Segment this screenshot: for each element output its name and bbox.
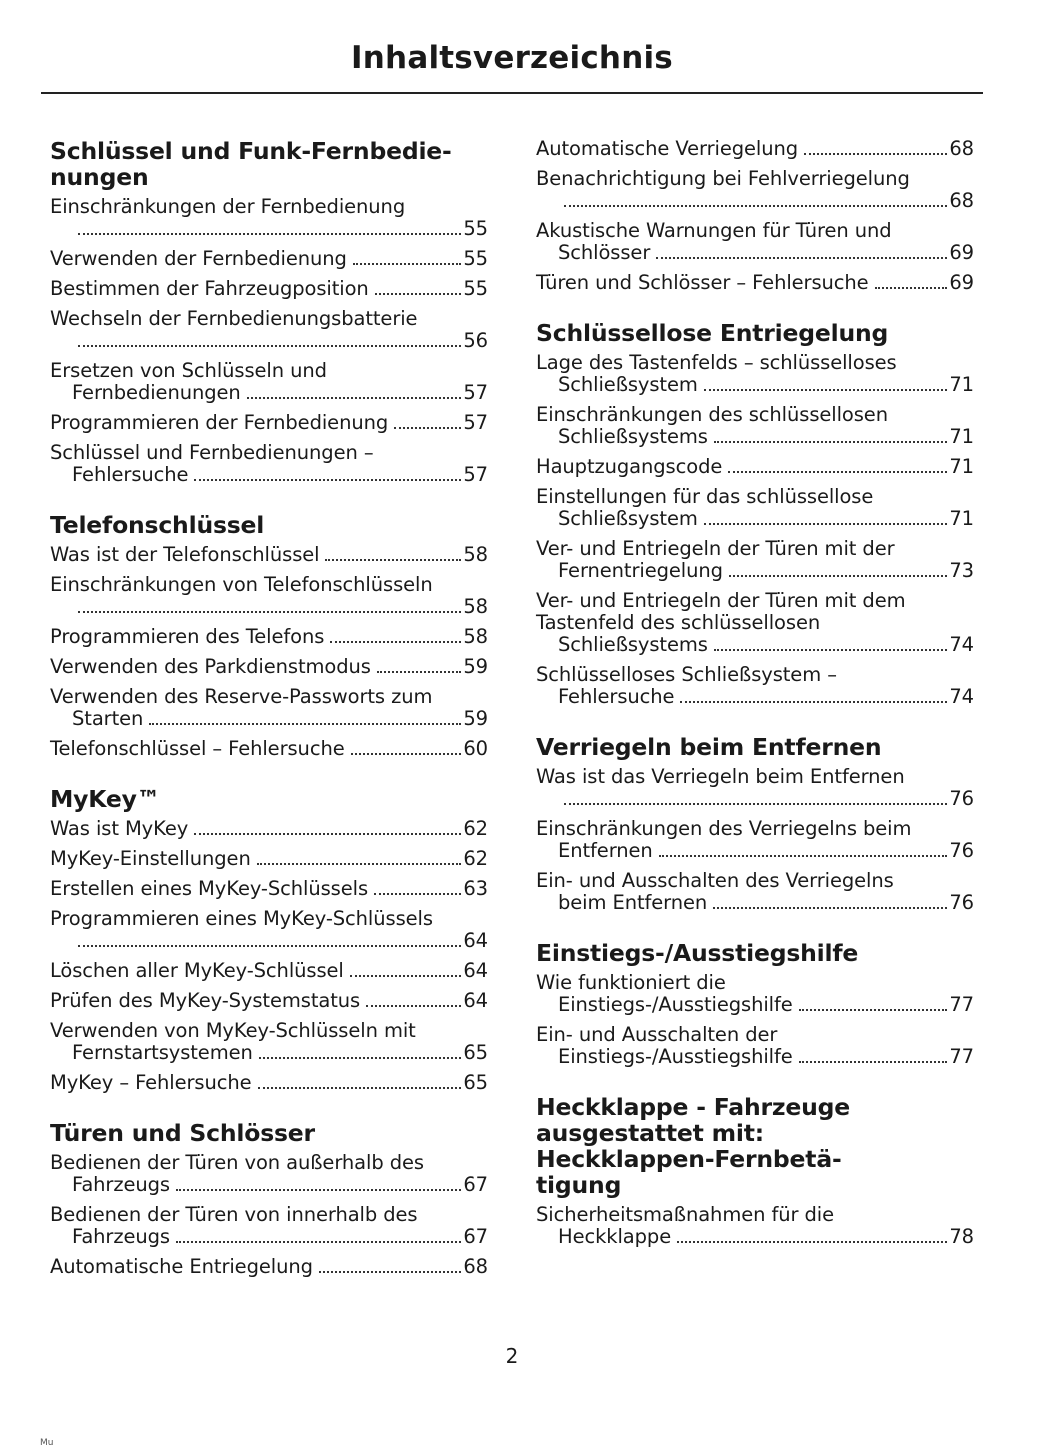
toc-entry-last-line xyxy=(50,248,488,270)
toc-entry[interactable] xyxy=(50,360,488,404)
toc-entry[interactable] xyxy=(50,878,488,900)
toc-section xyxy=(50,1120,488,1278)
toc-page-number: 59 xyxy=(463,707,488,730)
toc-entry-text-line: Ersetzen von Schlüsseln und xyxy=(50,359,327,382)
section-heading xyxy=(536,320,974,346)
toc-entry-text-line: Ein- und Ausschalten des Verriegelns xyxy=(536,869,894,892)
toc-page-number: 58 xyxy=(463,543,488,566)
toc-entry-text-line: Bedienen der Türen von außerhalb des xyxy=(50,1151,424,1174)
dot-leader xyxy=(257,863,462,865)
toc-entry[interactable] xyxy=(50,818,488,840)
toc-entry[interactable] xyxy=(50,248,488,270)
toc-page-number: 57 xyxy=(463,463,488,486)
section-heading-line: tigung xyxy=(536,1171,622,1199)
toc-entry-text-line: Fernbedienungen xyxy=(72,381,241,404)
toc-page-number: 74 xyxy=(949,633,974,656)
dot-leader xyxy=(194,479,461,481)
toc-page-number: 71 xyxy=(949,455,974,478)
toc-entry-text-line: Einschränkungen der Fernbedienung xyxy=(50,195,406,218)
toc-entry-last-line xyxy=(72,596,488,618)
toc-page-number: 67 xyxy=(463,1173,488,1196)
toc-entry-last-line xyxy=(50,990,488,1012)
toc-entry[interactable] xyxy=(50,1152,488,1196)
dot-leader xyxy=(564,205,947,207)
toc-entry-last-line xyxy=(72,330,488,352)
toc-entry[interactable] xyxy=(50,990,488,1012)
toc-entry[interactable] xyxy=(536,486,974,530)
toc-entry-last-line xyxy=(558,374,974,396)
dot-leader xyxy=(176,1189,461,1191)
toc-page-number: 67 xyxy=(463,1225,488,1248)
toc-entry[interactable] xyxy=(50,738,488,760)
toc-entry[interactable] xyxy=(50,848,488,870)
toc-page-number: 68 xyxy=(463,1255,488,1278)
toc-entry-last-line xyxy=(558,242,974,264)
toc-page-number: 76 xyxy=(949,891,974,914)
toc-entry-text-line: Programmieren der Fernbedienung xyxy=(50,411,389,434)
dot-leader xyxy=(804,153,947,155)
toc-entry-last-line xyxy=(536,138,974,160)
section-heading xyxy=(536,1094,974,1198)
toc-entry[interactable] xyxy=(50,626,488,648)
toc-page-number: 60 xyxy=(463,737,488,760)
toc-entry-last-line xyxy=(50,1256,488,1278)
dot-leader xyxy=(714,649,948,651)
toc-entry-text-line: Entfernen xyxy=(558,839,653,862)
toc-page-number: 73 xyxy=(949,559,974,582)
toc-page-number: 55 xyxy=(463,247,488,270)
page-number: 2 xyxy=(505,1344,519,1368)
toc-page-number: 74 xyxy=(949,685,974,708)
toc-entry-text-line: Akustische Warnungen für Türen und xyxy=(536,219,892,242)
toc-entry-text-line: Verwenden des Parkdienstmodus xyxy=(50,655,371,678)
toc-page-number: 58 xyxy=(463,625,488,648)
toc-entry-text-line: Schlösser xyxy=(558,241,651,264)
toc-entry[interactable] xyxy=(50,1020,488,1064)
toc-entry-text-line: Schließsystem xyxy=(558,373,698,396)
footer-mark: Mu xyxy=(40,1438,54,1448)
toc-page-number: 58 xyxy=(463,595,488,618)
toc-page-number: 77 xyxy=(949,993,974,1016)
toc-entry-text-line: Türen und Schlösser – Fehlersuche xyxy=(536,271,869,294)
toc-entry[interactable] xyxy=(536,972,974,1016)
toc-entry-last-line xyxy=(72,464,488,486)
toc-entry-text-line: Einschränkungen von Telefonschlüsseln xyxy=(50,573,433,596)
toc-entry[interactable] xyxy=(50,686,488,730)
toc-section xyxy=(536,940,974,1068)
toc-entry[interactable] xyxy=(50,544,488,566)
toc-entry-last-line xyxy=(72,1226,488,1248)
section-heading-line: Heckklappe - Fahrzeuge xyxy=(536,1093,850,1121)
dot-leader xyxy=(714,441,948,443)
toc-entry-last-line xyxy=(558,1046,974,1068)
toc-entry-text-line: Ein- und Ausschalten der xyxy=(536,1023,778,1046)
dot-leader xyxy=(875,287,948,289)
toc-entry-text-line: Sicherheitsmaßnahmen für die xyxy=(536,1203,835,1226)
toc-entry-last-line xyxy=(558,1226,974,1248)
dot-leader xyxy=(353,263,462,265)
toc-entry-text-line: Verwenden des Reserve-Passworts zum xyxy=(50,685,433,708)
toc-entry[interactable] xyxy=(536,590,974,656)
toc-page-number: 78 xyxy=(949,1225,974,1248)
toc-page-number: 65 xyxy=(463,1041,488,1064)
toc-entry[interactable] xyxy=(50,278,488,300)
toc-entry-text-line: Wie funktioniert die xyxy=(536,971,726,994)
section-heading-line: Telefonschlüssel xyxy=(50,511,265,539)
dot-leader xyxy=(375,293,462,295)
dot-leader xyxy=(325,559,461,561)
toc-entry-text-line: Was ist das Verriegeln beim Entfernen xyxy=(536,765,905,788)
dot-leader xyxy=(713,907,947,909)
toc-entry-last-line xyxy=(72,1174,488,1196)
toc-entry[interactable] xyxy=(536,456,974,478)
toc-entry[interactable] xyxy=(536,870,974,914)
toc-entry-text-line: Fahrzeugs xyxy=(72,1173,170,1196)
toc-entry-text-line: Heckklappe xyxy=(558,1225,672,1248)
toc-entry-text-line: Einstiegs-/Ausstiegshilfe xyxy=(558,1045,793,1068)
dot-leader xyxy=(729,575,947,577)
toc-entry-text-line: Bedienen der Türen von innerhalb des xyxy=(50,1203,418,1226)
dot-leader xyxy=(728,471,947,473)
toc-page-number: 64 xyxy=(463,959,488,982)
section-heading-line: nungen xyxy=(50,163,149,191)
section-heading xyxy=(50,512,488,538)
dot-leader xyxy=(704,523,948,525)
section-heading-line: Heckklappen-Fernbetä- xyxy=(536,1145,842,1173)
toc-entry-last-line xyxy=(558,190,974,212)
toc-entry-text-line: Schließsystems xyxy=(558,633,708,656)
toc-entry-text-line: Fernentriegelung xyxy=(558,559,723,582)
toc-entry-text-line: beim Entfernen xyxy=(558,891,708,914)
toc-entry-text-line: Schließsystem xyxy=(558,507,698,530)
toc-entry-text-line: MyKey-Einstellungen xyxy=(50,847,251,870)
toc-entry-last-line xyxy=(50,544,488,566)
dot-leader xyxy=(656,257,947,259)
toc-entry-last-line xyxy=(558,892,974,914)
toc-entry[interactable] xyxy=(50,196,488,240)
section-heading-line: ausgestattet mit: xyxy=(536,1119,765,1147)
toc-entry-last-line xyxy=(536,456,974,478)
dot-leader xyxy=(366,1005,461,1007)
toc-page-number: 59 xyxy=(463,655,488,678)
toc-page-number: 65 xyxy=(463,1071,488,1094)
toc-page-number: 55 xyxy=(463,217,488,240)
dot-leader xyxy=(78,945,461,947)
toc-entry[interactable] xyxy=(50,960,488,982)
toc-entry[interactable] xyxy=(536,538,974,582)
toc-entry[interactable] xyxy=(50,308,488,352)
toc-entry-last-line xyxy=(558,840,974,862)
dot-leader xyxy=(78,345,461,347)
toc-entry-text-line: Programmieren des Telefons xyxy=(50,625,325,648)
toc-entry-last-line xyxy=(558,508,974,530)
toc-entry-text-line: Was ist MyKey xyxy=(50,817,189,840)
toc-left-column xyxy=(50,138,488,1304)
toc-entry[interactable] xyxy=(50,442,488,486)
toc-page-number: 63 xyxy=(463,877,488,900)
toc-section xyxy=(536,320,974,708)
toc-entry-text-line: Hauptzugangscode xyxy=(536,455,723,478)
toc-section xyxy=(536,138,974,294)
toc-entry-text-line: Wechseln der Fernbedienungsbatterie xyxy=(50,307,418,330)
dot-leader xyxy=(680,701,947,703)
toc-entry[interactable] xyxy=(536,168,974,212)
toc-entry-last-line xyxy=(72,218,488,240)
dot-leader xyxy=(194,833,461,835)
dot-leader xyxy=(176,1241,461,1243)
toc-entry-last-line xyxy=(50,848,488,870)
toc-entry-text-line: Ver- und Entriegeln der Türen mit dem xyxy=(536,589,906,612)
toc-entry-text-line: Lage des Tastenfelds – schlüsselloses xyxy=(536,351,897,374)
toc-entry[interactable] xyxy=(536,272,974,294)
toc-entry-text-line: Automatische Entriegelung xyxy=(50,1255,313,1278)
toc-entry-text-line: Fahrzeugs xyxy=(72,1225,170,1248)
section-heading xyxy=(536,940,974,966)
toc-entry[interactable] xyxy=(50,908,488,952)
section-heading-line: Einstiegs-/Ausstiegshilfe xyxy=(536,939,859,967)
toc-entry-last-line xyxy=(558,994,974,1016)
toc-entry-text-line: Verwenden der Fernbedienung xyxy=(50,247,347,270)
toc-entry-last-line xyxy=(50,626,488,648)
toc-entry-text-line: Einstellungen für das schlüssellose xyxy=(536,485,874,508)
section-heading-line: Türen und Schlösser xyxy=(50,1119,315,1147)
toc-entry[interactable] xyxy=(536,220,974,264)
toc-entry-last-line xyxy=(72,1042,488,1064)
dot-leader xyxy=(394,427,461,429)
toc-entry[interactable] xyxy=(50,656,488,678)
toc-entry-last-line xyxy=(72,930,488,952)
dot-leader xyxy=(659,855,948,857)
toc-entry-text-line: Einstiegs-/Ausstiegshilfe xyxy=(558,993,793,1016)
toc-right-column xyxy=(536,138,974,1274)
section-heading xyxy=(536,734,974,760)
toc-entry[interactable] xyxy=(50,1204,488,1248)
toc-entry-text-line: Telefonschlüssel – Fehlersuche xyxy=(50,737,345,760)
toc-entry-last-line xyxy=(536,272,974,294)
toc-entry-text-line: Ver- und Entriegeln der Türen mit der xyxy=(536,537,895,560)
toc-entry-text-line: Bestimmen der Fahrzeugposition xyxy=(50,277,369,300)
toc-entry-last-line xyxy=(72,382,488,404)
dot-leader xyxy=(330,641,461,643)
toc-page-number: 64 xyxy=(463,929,488,952)
toc-entry-text-line: Fehlersuche xyxy=(72,463,189,486)
toc-entry-text-line: Löschen aller MyKey-Schlüssel xyxy=(50,959,344,982)
toc-entry-text-line: Fernstartsystemen xyxy=(72,1041,253,1064)
toc-section xyxy=(536,1094,974,1248)
toc-entry-last-line xyxy=(50,738,488,760)
toc-entry[interactable] xyxy=(536,818,974,862)
toc-entry-text-line: Schlüssel und Fernbedienungen – xyxy=(50,441,374,464)
toc-page-number: 68 xyxy=(949,137,974,160)
toc-entry-text-line: Benachrichtigung bei Fehlverriegelung xyxy=(536,167,910,190)
toc-page-number: 71 xyxy=(949,373,974,396)
toc-page-number: 77 xyxy=(949,1045,974,1068)
toc-entry-text-line: Schlüsselloses Schließsystem – xyxy=(536,663,837,686)
toc-page-number: 68 xyxy=(949,189,974,212)
toc-entry-text-line: Verwenden von MyKey-Schlüsseln mit xyxy=(50,1019,416,1042)
dot-leader xyxy=(704,389,948,391)
section-heading-line: Schlüssel und Funk-Fernbedie- xyxy=(50,137,452,165)
dot-leader xyxy=(351,753,462,755)
toc-page-number: 56 xyxy=(463,329,488,352)
toc-entry[interactable] xyxy=(50,574,488,618)
toc-entry-last-line xyxy=(50,818,488,840)
toc-entry-text-line: Was ist der Telefonschlüssel xyxy=(50,543,320,566)
toc-page-number: 57 xyxy=(463,381,488,404)
dot-leader xyxy=(350,975,462,977)
toc-page-number: 69 xyxy=(949,271,974,294)
section-heading-line: Schlüssellose Entriegelung xyxy=(536,319,889,347)
toc-entry-text-line: Automatische Verriegelung xyxy=(536,137,799,160)
toc-entry[interactable] xyxy=(536,404,974,448)
toc-entry[interactable] xyxy=(50,412,488,434)
toc-entry[interactable] xyxy=(536,664,974,708)
toc-entry-text-line: Tastenfeld des schlüssellosen xyxy=(536,611,821,634)
section-heading-line: MyKey™ xyxy=(50,785,161,813)
toc-page-number: 71 xyxy=(949,507,974,530)
toc-entry[interactable] xyxy=(50,1072,488,1094)
toc-entry-last-line xyxy=(558,634,974,656)
dot-leader xyxy=(799,1009,948,1011)
toc-entry-text-line: Schließsystems xyxy=(558,425,708,448)
toc-entry[interactable] xyxy=(536,766,974,810)
toc-page-number: 76 xyxy=(949,839,974,862)
dot-leader xyxy=(247,397,462,399)
toc-section xyxy=(50,512,488,760)
toc-entry-text-line: MyKey – Fehlersuche xyxy=(50,1071,252,1094)
title-divider xyxy=(41,92,983,94)
dot-leader xyxy=(377,671,462,673)
section-heading xyxy=(50,138,488,190)
dot-leader xyxy=(374,893,461,895)
toc-section xyxy=(50,786,488,1094)
toc-section xyxy=(536,734,974,914)
dot-leader xyxy=(78,233,461,235)
dot-leader xyxy=(149,723,461,725)
toc-page-number: 71 xyxy=(949,425,974,448)
toc-entry[interactable] xyxy=(536,138,974,160)
toc-entry-last-line xyxy=(558,686,974,708)
toc-entry[interactable] xyxy=(536,1024,974,1068)
dot-leader xyxy=(564,803,947,805)
toc-entry[interactable] xyxy=(536,1204,974,1248)
toc-entry-last-line xyxy=(50,1072,488,1094)
toc-entry-text-line: Einschränkungen des Verriegelns beim xyxy=(536,817,912,840)
toc-page-number: 62 xyxy=(463,847,488,870)
toc-entry-text-line: Starten xyxy=(72,707,144,730)
section-heading xyxy=(50,786,488,812)
toc-entry-text-line: Prüfen des MyKey-Systemstatus xyxy=(50,989,361,1012)
toc-entry[interactable] xyxy=(50,1256,488,1278)
toc-entry-last-line xyxy=(50,278,488,300)
dot-leader xyxy=(677,1241,947,1243)
toc-entry-text-line: Programmieren eines MyKey-Schlüssels xyxy=(50,907,433,930)
section-heading-line: Verriegeln beim Entfernen xyxy=(536,733,882,761)
toc-entry-last-line xyxy=(50,960,488,982)
dot-leader xyxy=(259,1057,462,1059)
toc-entry-text-line: Fehlersuche xyxy=(558,685,675,708)
toc-entry-last-line xyxy=(50,878,488,900)
section-heading xyxy=(50,1120,488,1146)
toc-page-number: 64 xyxy=(463,989,488,1012)
toc-page-number: 62 xyxy=(463,817,488,840)
toc-entry-last-line xyxy=(558,560,974,582)
dot-leader xyxy=(319,1271,462,1273)
dot-leader xyxy=(258,1087,462,1089)
toc-page-number: 69 xyxy=(949,241,974,264)
toc-page-number: 76 xyxy=(949,787,974,810)
toc-page-number: 55 xyxy=(463,277,488,300)
toc-page-number: 57 xyxy=(463,411,488,434)
toc-entry[interactable] xyxy=(536,352,974,396)
toc-entry-last-line xyxy=(72,708,488,730)
dot-leader xyxy=(78,611,461,613)
toc-section xyxy=(50,138,488,486)
toc-entry-text-line: Einschränkungen des schlüssellosen xyxy=(536,403,888,426)
page-title: Inhaltsverzeichnis xyxy=(351,40,673,76)
dot-leader xyxy=(799,1061,948,1063)
toc-entry-last-line xyxy=(558,788,974,810)
toc-entry-last-line xyxy=(50,412,488,434)
toc-entry-last-line xyxy=(50,656,488,678)
toc-entry-last-line xyxy=(558,426,974,448)
toc-entry-text-line: Erstellen eines MyKey-Schlüssels xyxy=(50,877,368,900)
